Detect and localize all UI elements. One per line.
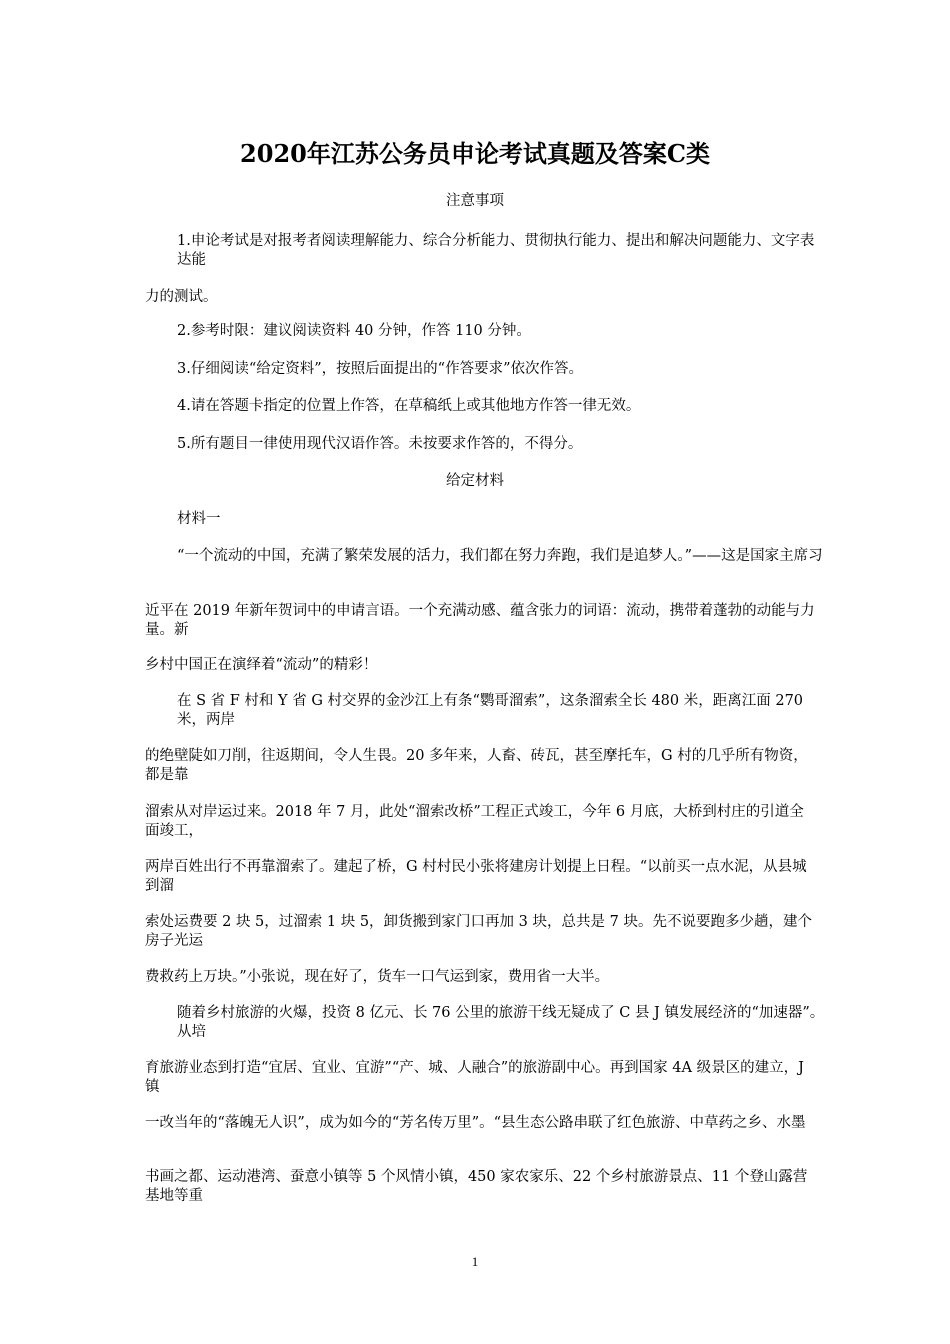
notice-item-5: 5.所有题目一律使用现代汉语作答。未按要求作答的，不得分。 <box>177 436 583 452</box>
section-heading-notice: 注意事项 <box>446 193 504 209</box>
notice-item-1-continued: 力的测试。 <box>145 289 218 305</box>
notice-item-4: 4.请在答题卡指定的位置上作答，在草稿纸上或其他地方作答一律无效。 <box>177 398 641 414</box>
material-line-3: 乡村中国正在演绎着“流动”的精彩！ <box>145 657 378 673</box>
notice-item-1: 1.申论考试是对报考者阅读理解能力、综合分析能力、贯彻执行能力、提出和解决问题能力、文字表达能 <box>177 233 815 268</box>
material-line-13: 书画之都、运动港湾、蚕意小镇等 5 个风情小镇，450 家农家乐、22 个乡村旅游景点、11 个登山露营基地等重 <box>145 1169 808 1204</box>
material-line-10: 随着乡村旅游的火爆，投资 8 亿元、长 76 公里的旅游干线无疑成了 C 县 J 镇发展经济的“加速器”。从培 <box>177 1005 825 1040</box>
material-line-7: 两岸百姓出行不再靠溜索了。建起了桥，G 村村民小张将建房计划提上日程。“以前买一点水泥，从县城到溜 <box>145 859 807 894</box>
material-line-8: 索处运费要 2 块 5，过溜索 1 块 5，卸货搬到家门口再加 3 块，总共是 7 块。先不说要跑多少趟，建个房子光运 <box>145 914 812 949</box>
section-heading-material: 给定材料 <box>446 473 504 489</box>
material-line-4: 在 S 省 F 村和 Y 省 G 村交界的金沙江上有条“鹦哥溜索”，这条溜索全长 480 米，距离江面 270 米，两岸 <box>177 693 804 728</box>
material-line-12: 一改当年的“落魄无人识”，成为如今的“芳名传万里”。“县生态公路串联了红色旅游、中草药之乡、水墨 <box>145 1115 806 1131</box>
notice-item-2: 2.参考时限：建议阅读资料 40 分钟，作答 110 分钟。 <box>177 323 531 339</box>
material-line-6: 溜索从对岸运过来。2018 年 7 月，此处“溜索改桥”工程正式竣工，今年 6 月底，大桥到村庄的引道全面竣工， <box>145 804 804 839</box>
material-line-1: “一个流动的中国，充满了繁荣发展的活力，我们都在努力奔跑，我们是追梦人。”——这是国家主席习 <box>177 548 823 564</box>
notice-item-3: 3.仔细阅读“给定资料”，按照后面提出的“作答要求”依次作答。 <box>177 361 583 377</box>
material-heading: 材料一 <box>177 511 221 527</box>
page-number: 1 <box>471 1254 479 1269</box>
material-line-5: 的绝壁陡如刀削，往返期间，令人生畏。20 多年来，人畜、砖瓦，甚至摩托车，G 村的几乎所有物资，都是靠 <box>145 748 808 783</box>
material-line-2: 近平在 2019 年新年贺词中的申请言语。一个充满动感、蕴含张力的词语：流动，携带着蓬勃的动能与力量。新 <box>145 603 815 638</box>
material-line-9: 费救药上万块。”小张说，现在好了，货车一口气运到家，费用省一大半。 <box>145 969 610 985</box>
document-title: 2020年江苏公务员申论考试真题及答案C类 <box>240 139 710 168</box>
material-line-11: 育旅游业态到打造“宜居、宜业、宜游”“产、城、人融合”的旅游副中心。再到国家 4A 级景区的建立，J 镇 <box>145 1060 804 1095</box>
